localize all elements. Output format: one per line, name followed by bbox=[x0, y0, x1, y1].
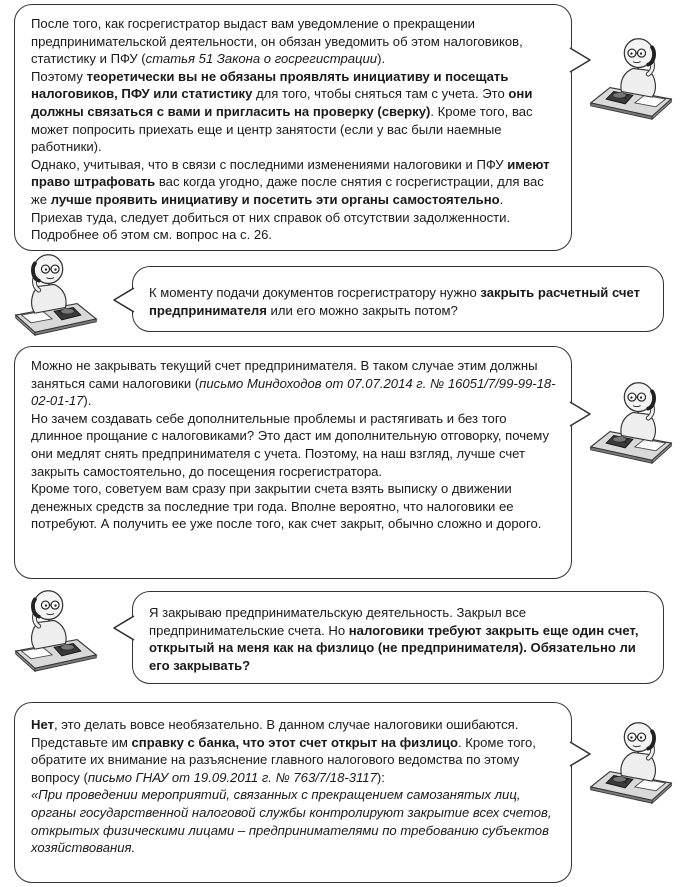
text-run: Поэтому bbox=[31, 68, 87, 84]
citation-text: письмо ГНАУ от 19.09.2011 г. № 763/7/18-3117 bbox=[87, 769, 377, 785]
paragraph bbox=[31, 156, 557, 244]
citation-text: письмо Миндоходов от 07.07.2014 г. № 16051/7/99-99-18-02-01-17 bbox=[31, 375, 556, 409]
consultant-phone-icon bbox=[585, 376, 677, 468]
bold-text: они должны связаться с вами и пригласить на проверку (сверку) bbox=[31, 86, 533, 119]
question-bubble-2 bbox=[132, 591, 664, 684]
paragraph bbox=[149, 284, 651, 319]
citation-text: «При проведении мероприятий, связанных с прекращением самозанятых лиц, органы государственной налоговой службы контролируют закрытие всех счетов, открытых физическими лицами – предпринимателями по требованию субъектов хозяйствования. bbox=[31, 787, 552, 856]
consultant-phone-icon bbox=[585, 716, 677, 808]
bold-text: Нет bbox=[31, 717, 54, 732]
paragraph bbox=[31, 734, 557, 787]
text-run: . Кроме того, вас может попросить приехать еще и центр занятости (если у вас были наемные работники). bbox=[31, 103, 533, 155]
text-run: . Приехав туда, следует добиться от них справок об отсутствии задолженности. Подробнее об этом см. вопрос на с. 26. bbox=[31, 191, 511, 243]
text-run: Кроме того, советуем вам сразу при закрытии счета взять выписку о движении денежных средств за последние три года. Вполне вероятно, что налоговики ее потребуют. А получить ее уже после того, как счет закрыт, обычно сложно и дорого. bbox=[31, 481, 542, 532]
bold-text: закрыть расчетный счет предпринимателя bbox=[149, 285, 641, 318]
bold-text: справку с банка, что этот счет открыт на физлицо bbox=[131, 734, 458, 750]
text-run: К моменту подачи документов госрегистратору нужно bbox=[149, 285, 481, 300]
answer-text-1 bbox=[31, 15, 557, 244]
answer-text-2 bbox=[31, 357, 557, 533]
text-run: Можно не закрывать текущий счет предпринимателя. В таком случае этим должны заняться сами налоговики ( bbox=[31, 358, 538, 391]
answer-text-3 bbox=[31, 716, 557, 857]
text-run: Я закрываю предпринимательскую деятельность. Закрыл все предпринимательские счета. Но bbox=[149, 605, 527, 638]
paragraph bbox=[31, 716, 557, 734]
bold-text: лучше проявить инициативу и посетить эти органы самостоятельно bbox=[50, 191, 500, 207]
paragraph bbox=[31, 15, 557, 68]
text-run: ). bbox=[83, 393, 92, 409]
speech-tail bbox=[110, 286, 136, 316]
answer-bubble-2 bbox=[14, 346, 572, 579]
text-run: Но зачем создавать себе дополнительные проблемы и растягивать и без того длинное прощание с налоговиками? Это даст им дополнительную отговорку, почему они медлят снять предпринимателя с учета. Поэтому, на наш взгляд, лучше счет закрыть самостоятельно, до посещения госрегистратора. bbox=[31, 410, 550, 479]
citation-text: статья 51 Закона о госрегистрации bbox=[145, 51, 378, 67]
text-run: вас когда угодно, даже после снятия с госрегистрации, для вас же bbox=[31, 174, 544, 207]
question-text-2 bbox=[149, 604, 651, 674]
paragraph bbox=[31, 786, 557, 856]
text-run: для того, чтобы сняться там с учета. Это bbox=[252, 86, 509, 102]
text-run: ): bbox=[376, 769, 385, 785]
question-text-1 bbox=[149, 284, 651, 319]
bold-text: теоретически вы не обязаны проявлять инициативу и посещать налоговиков, ПФУ или статистику bbox=[31, 68, 509, 102]
bold-text: имеют право штрафовать bbox=[31, 156, 550, 190]
paragraph bbox=[31, 410, 557, 480]
answer-bubble-3 bbox=[14, 702, 572, 883]
text-run: После того, как госрегистратор выдаст вам уведомление о прекращении предпринимательской деятельности, он обязан уведомить об этом налоговиков, статистику и ПФУ ( bbox=[31, 16, 523, 67]
text-run: . Кроме того, обратите их внимание на разъяснение главного налогового ведомства по этому вопросу ( bbox=[31, 734, 536, 785]
text-run: , это делать вовсе необязательно. В данном случае налоговики ошибаются. bbox=[53, 717, 519, 732]
answer-bubble-1 bbox=[14, 4, 572, 251]
consultant-phone-icon bbox=[585, 32, 677, 124]
paragraph bbox=[31, 357, 557, 410]
paragraph bbox=[31, 480, 557, 533]
reader-phone-icon bbox=[10, 248, 102, 340]
reader-phone-icon bbox=[10, 584, 102, 676]
speech-tail bbox=[110, 614, 136, 644]
text-run: или его можно закрыть потом? bbox=[266, 302, 458, 318]
text-run: ). bbox=[377, 51, 386, 67]
text-run: Представьте им bbox=[31, 734, 132, 750]
bold-text: налоговики требуют закрыть еще один счет, открытый на меня как на физлицо (не предпринимателя). Обязательно ли его закрывать? bbox=[149, 622, 639, 673]
text-run: Однако, учитывая, что в связи с последними изменениями налоговики и ПФУ bbox=[31, 156, 508, 172]
question-bubble-1 bbox=[132, 266, 664, 332]
paragraph bbox=[149, 604, 651, 674]
paragraph bbox=[31, 68, 557, 156]
